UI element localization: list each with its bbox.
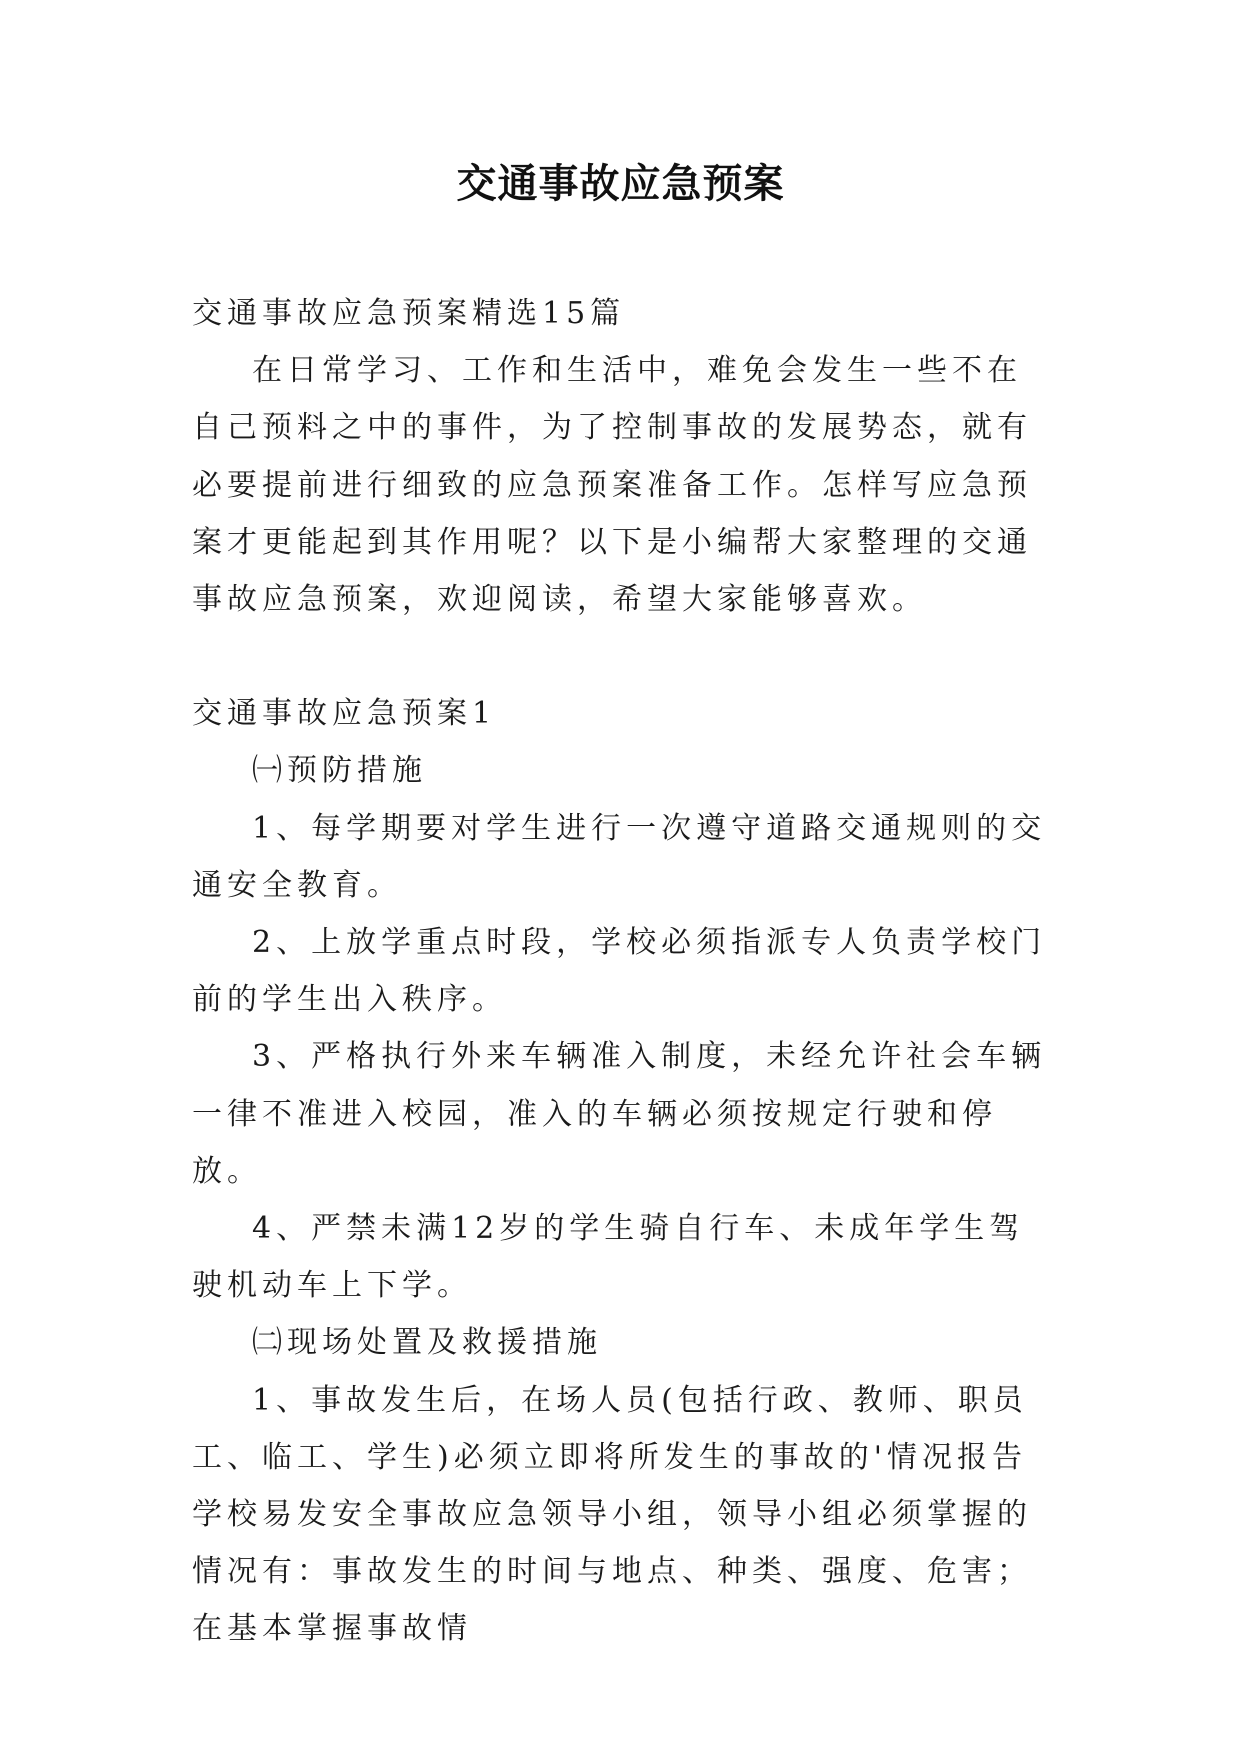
list-item: 4、严禁未满12岁的学生骑自行车、未成年学生驾驶机动车上下学。 [192, 1211, 1025, 1304]
list-item: 1、事故发生后，在场人员(包括行政、教师、职员工、临工、学生)必须立即将所发生的事故的'情况报告学校易发安全事故应急领导小组，领导小组必须掌握的情况有：事故发生的时间与地点、种类、强度、危害；在基本掌握事故情 [192, 1382, 1032, 1647]
document-title: 交通事故应急预案 [456, 161, 785, 207]
section-heading: 交通事故应急预案1 [192, 696, 497, 732]
part-heading: ㈠预防措施 [252, 753, 427, 789]
list-item: 1、每学期要对学生进行一次遵守道路交通规则的交通安全教育。 [192, 810, 1047, 903]
list-item: 2、上放学重点时段，学校必须指派专人负责学校门前的学生出入秩序。 [192, 925, 1047, 1018]
document-subtitle: 交通事故应急预案精选15篇 [192, 296, 626, 331]
document-body [192, 285, 1052, 1658]
part-heading: ㈡现场处置及救援措施 [252, 1325, 602, 1361]
intro-paragraph: 在日常学习、工作和生活中，难免会发生一些不在自己预料之中的事件，为了控制事故的发展势态，就有必要提前进行细致的应急预案准备工作。怎样写应急预案才更能起到其作用呢？以下是小编帮大家整理的交通事故应急预案，欢迎阅读，希望大家能够喜欢。 [192, 353, 1032, 618]
list-item: 3、严格执行外来车辆准入制度，未经允许社会车辆一律不准进入校园，准入的车辆必须按规定行驶和停放。 [192, 1039, 1047, 1189]
